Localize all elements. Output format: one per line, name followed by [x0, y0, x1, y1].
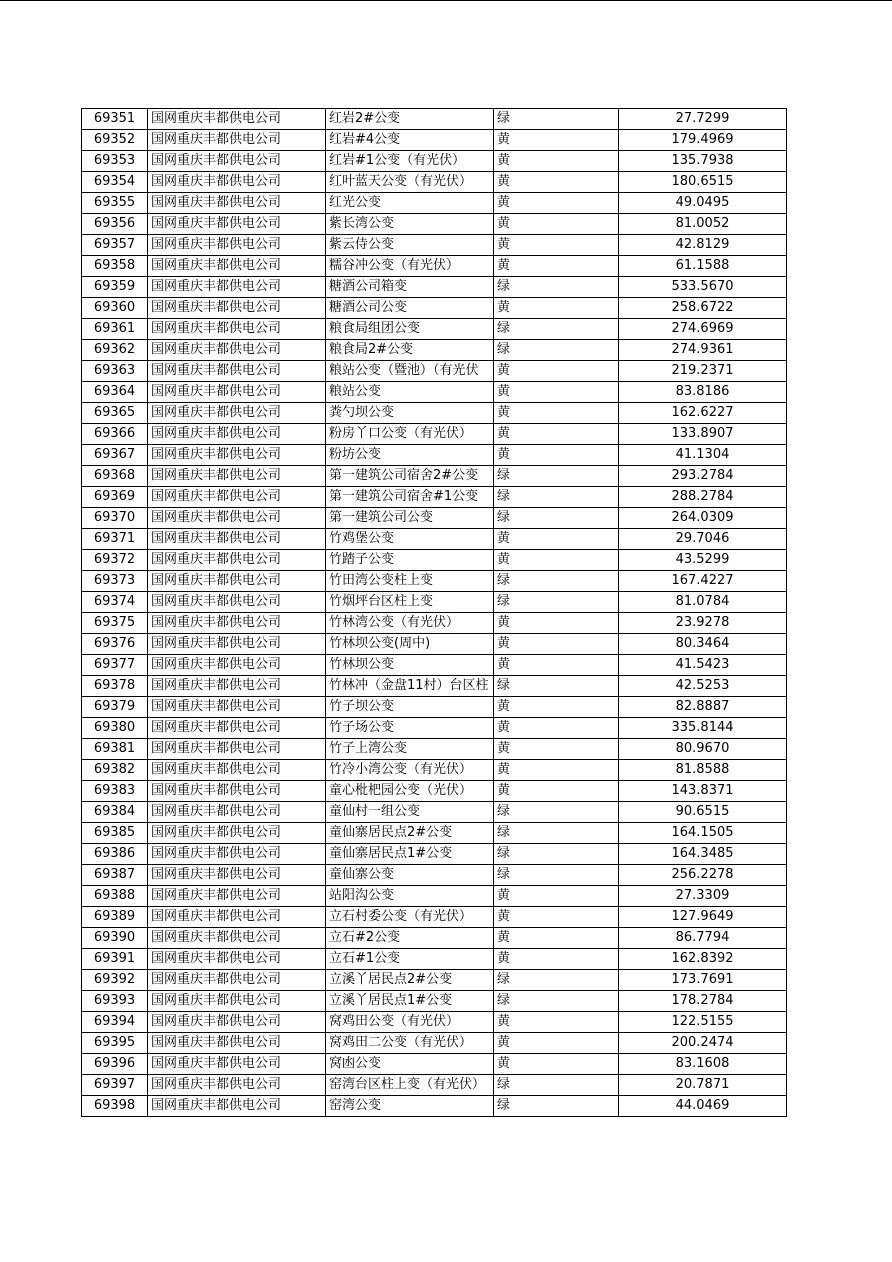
- status-cell: 黄: [494, 382, 619, 403]
- status-cell: 绿: [494, 508, 619, 529]
- row-id-cell: 69396: [82, 1054, 148, 1075]
- status-cell: 黄: [494, 298, 619, 319]
- table-row: [82, 508, 787, 529]
- row-id-cell: 69365: [82, 403, 148, 424]
- company-cell: 国网重庆丰都供电公司: [148, 949, 326, 970]
- transformer-name-cell: 竹烟坪台区柱上变: [326, 592, 494, 613]
- status-cell: 黄: [494, 1054, 619, 1075]
- transformer-name-cell: 窝凼公变: [326, 1054, 494, 1075]
- status-cell: 黄: [494, 781, 619, 802]
- company-cell: 国网重庆丰都供电公司: [148, 886, 326, 907]
- table-row: [82, 382, 787, 403]
- company-cell: 国网重庆丰都供电公司: [148, 151, 326, 172]
- value-cell: 83.8186: [619, 382, 787, 403]
- table-row: [82, 865, 787, 886]
- status-cell: 黄: [494, 697, 619, 718]
- table-row: [82, 634, 787, 655]
- table-row: [82, 1012, 787, 1033]
- table-row: [82, 886, 787, 907]
- row-id-cell: 69360: [82, 298, 148, 319]
- row-id-cell: 69367: [82, 445, 148, 466]
- table-row: [82, 130, 787, 151]
- transformer-name-cell: 童仙寨居民点2#公变: [326, 823, 494, 844]
- status-cell: 绿: [494, 1075, 619, 1096]
- table-row: [82, 466, 787, 487]
- value-cell: 335.8144: [619, 718, 787, 739]
- value-cell: 83.1608: [619, 1054, 787, 1075]
- status-cell: 绿: [494, 844, 619, 865]
- transformer-name-cell: 粮食局2#公变: [326, 340, 494, 361]
- status-cell: 黄: [494, 1012, 619, 1033]
- table-row: [82, 655, 787, 676]
- row-id-cell: 69390: [82, 928, 148, 949]
- row-id-cell: 69373: [82, 571, 148, 592]
- table-row: [82, 235, 787, 256]
- transformer-name-cell: 立溪丫居民点1#公变: [326, 991, 494, 1012]
- status-cell: 绿: [494, 592, 619, 613]
- table-row: [82, 781, 787, 802]
- value-cell: 86.7794: [619, 928, 787, 949]
- transformer-name-cell: 立溪丫居民点2#公变: [326, 970, 494, 991]
- status-cell: 黄: [494, 256, 619, 277]
- transformer-name-cell: 紫长湾公变: [326, 214, 494, 235]
- value-cell: 162.8392: [619, 949, 787, 970]
- table-row: [82, 319, 787, 340]
- table-row: [82, 529, 787, 550]
- transformer-name-cell: 粉坊公变: [326, 445, 494, 466]
- value-cell: 179.4969: [619, 130, 787, 151]
- value-cell: 41.5423: [619, 655, 787, 676]
- row-id-cell: 69372: [82, 550, 148, 571]
- value-cell: 90.6515: [619, 802, 787, 823]
- table-row: [82, 193, 787, 214]
- status-cell: 黄: [494, 613, 619, 634]
- status-cell: 绿: [494, 1096, 619, 1117]
- value-cell: 23.9278: [619, 613, 787, 634]
- value-cell: 164.3485: [619, 844, 787, 865]
- transformer-name-cell: 红岩#4公变: [326, 130, 494, 151]
- status-cell: 黄: [494, 886, 619, 907]
- company-cell: 国网重庆丰都供电公司: [148, 529, 326, 550]
- company-cell: 国网重庆丰都供电公司: [148, 445, 326, 466]
- value-cell: 200.2474: [619, 1033, 787, 1054]
- status-cell: 黄: [494, 760, 619, 781]
- transformer-name-cell: 粮食局组团公变: [326, 319, 494, 340]
- row-id-cell: 69352: [82, 130, 148, 151]
- value-cell: 162.6227: [619, 403, 787, 424]
- transformer-name-cell: 竹子坝公变: [326, 697, 494, 718]
- transformer-name-cell: 竹子上湾公变: [326, 739, 494, 760]
- row-id-cell: 69395: [82, 1033, 148, 1054]
- table-row: [82, 823, 787, 844]
- transformer-name-cell: 竹林湾公变（有光伏）: [326, 613, 494, 634]
- company-cell: 国网重庆丰都供电公司: [148, 172, 326, 193]
- status-cell: 黄: [494, 235, 619, 256]
- transformer-name-cell: 童仙寨居民点1#公变: [326, 844, 494, 865]
- value-cell: 164.1505: [619, 823, 787, 844]
- company-cell: 国网重庆丰都供电公司: [148, 466, 326, 487]
- row-id-cell: 69375: [82, 613, 148, 634]
- status-cell: 黄: [494, 1033, 619, 1054]
- table-row: [82, 970, 787, 991]
- status-cell: 黄: [494, 361, 619, 382]
- row-id-cell: 69356: [82, 214, 148, 235]
- transformer-name-cell: 红岩#1公变（有光伏）: [326, 151, 494, 172]
- table-row: [82, 592, 787, 613]
- value-cell: 81.8588: [619, 760, 787, 781]
- row-id-cell: 69386: [82, 844, 148, 865]
- value-cell: 293.2784: [619, 466, 787, 487]
- status-cell: 黄: [494, 634, 619, 655]
- row-id-cell: 69380: [82, 718, 148, 739]
- value-cell: 81.0052: [619, 214, 787, 235]
- company-cell: 国网重庆丰都供电公司: [148, 823, 326, 844]
- table-row: [82, 676, 787, 697]
- row-id-cell: 69393: [82, 991, 148, 1012]
- transformer-name-cell: 竹子场公变: [326, 718, 494, 739]
- company-cell: 国网重庆丰都供电公司: [148, 298, 326, 319]
- transformer-name-cell: 窝鸡田二公变（有光伏）: [326, 1033, 494, 1054]
- company-cell: 国网重庆丰都供电公司: [148, 130, 326, 151]
- row-id-cell: 69359: [82, 277, 148, 298]
- data-table: [81, 108, 787, 1117]
- company-cell: 国网重庆丰都供电公司: [148, 424, 326, 445]
- transformer-name-cell: 童仙村一组公变: [326, 802, 494, 823]
- table-row: [82, 298, 787, 319]
- transformer-name-cell: 红叶蓝天公变（有光伏）: [326, 172, 494, 193]
- value-cell: 180.6515: [619, 172, 787, 193]
- value-cell: 122.5155: [619, 1012, 787, 1033]
- value-cell: 143.8371: [619, 781, 787, 802]
- company-cell: 国网重庆丰都供电公司: [148, 592, 326, 613]
- status-cell: 黄: [494, 445, 619, 466]
- row-id-cell: 69358: [82, 256, 148, 277]
- value-cell: 219.2371: [619, 361, 787, 382]
- company-cell: 国网重庆丰都供电公司: [148, 1033, 326, 1054]
- row-id-cell: 69397: [82, 1075, 148, 1096]
- row-id-cell: 69371: [82, 529, 148, 550]
- transformer-name-cell: 窑湾台区柱上变（有光伏）: [326, 1075, 494, 1096]
- value-cell: 135.7938: [619, 151, 787, 172]
- status-cell: 黄: [494, 130, 619, 151]
- value-cell: 42.8129: [619, 235, 787, 256]
- row-id-cell: 69388: [82, 886, 148, 907]
- transformer-name-cell: 第一建筑公司公变: [326, 508, 494, 529]
- value-cell: 44.0469: [619, 1096, 787, 1117]
- value-cell: 27.3309: [619, 886, 787, 907]
- value-cell: 80.9670: [619, 739, 787, 760]
- status-cell: 黄: [494, 655, 619, 676]
- company-cell: 国网重庆丰都供电公司: [148, 340, 326, 361]
- status-cell: 黄: [494, 550, 619, 571]
- company-cell: 国网重庆丰都供电公司: [148, 214, 326, 235]
- value-cell: 43.5299: [619, 550, 787, 571]
- table-row: [82, 1096, 787, 1117]
- status-cell: 绿: [494, 823, 619, 844]
- row-id-cell: 69351: [82, 109, 148, 130]
- company-cell: 国网重庆丰都供电公司: [148, 109, 326, 130]
- company-cell: 国网重庆丰都供电公司: [148, 361, 326, 382]
- company-cell: 国网重庆丰都供电公司: [148, 550, 326, 571]
- value-cell: 29.7046: [619, 529, 787, 550]
- transformer-name-cell: 粮站公变: [326, 382, 494, 403]
- company-cell: 国网重庆丰都供电公司: [148, 319, 326, 340]
- table-row: [82, 718, 787, 739]
- company-cell: 国网重庆丰都供电公司: [148, 718, 326, 739]
- company-cell: 国网重庆丰都供电公司: [148, 865, 326, 886]
- transformer-name-cell: 粮站公变（暨池）（有光伏: [326, 361, 494, 382]
- status-cell: 绿: [494, 340, 619, 361]
- value-cell: 42.5253: [619, 676, 787, 697]
- value-cell: 133.8907: [619, 424, 787, 445]
- value-cell: 288.2784: [619, 487, 787, 508]
- row-id-cell: 69381: [82, 739, 148, 760]
- value-cell: 274.9361: [619, 340, 787, 361]
- row-id-cell: 69378: [82, 676, 148, 697]
- transformer-name-cell: 竹田湾公变柱上变: [326, 571, 494, 592]
- table-row: [82, 487, 787, 508]
- value-cell: 81.0784: [619, 592, 787, 613]
- table-row: [82, 403, 787, 424]
- row-id-cell: 69355: [82, 193, 148, 214]
- value-cell: 264.0309: [619, 508, 787, 529]
- table-body: [82, 109, 787, 1117]
- status-cell: 绿: [494, 487, 619, 508]
- company-cell: 国网重庆丰都供电公司: [148, 508, 326, 529]
- table-row: [82, 1075, 787, 1096]
- company-cell: 国网重庆丰都供电公司: [148, 571, 326, 592]
- value-cell: 533.5670: [619, 277, 787, 298]
- transformer-name-cell: 竹踏子公变: [326, 550, 494, 571]
- table-row: [82, 214, 787, 235]
- transformer-name-cell: 糯谷冲公变（有光伏）: [326, 256, 494, 277]
- transformer-name-cell: 立石#2公变: [326, 928, 494, 949]
- row-id-cell: 69369: [82, 487, 148, 508]
- company-cell: 国网重庆丰都供电公司: [148, 1096, 326, 1117]
- table-row: [82, 277, 787, 298]
- status-cell: 黄: [494, 529, 619, 550]
- row-id-cell: 69354: [82, 172, 148, 193]
- company-cell: 国网重庆丰都供电公司: [148, 676, 326, 697]
- transformer-name-cell: 竹冷小湾公变（有光伏）: [326, 760, 494, 781]
- company-cell: 国网重庆丰都供电公司: [148, 1012, 326, 1033]
- status-cell: 黄: [494, 151, 619, 172]
- row-id-cell: 69383: [82, 781, 148, 802]
- table-row: [82, 739, 787, 760]
- top-border-line: [0, 0, 892, 1]
- status-cell: 绿: [494, 970, 619, 991]
- company-cell: 国网重庆丰都供电公司: [148, 634, 326, 655]
- company-cell: 国网重庆丰都供电公司: [148, 277, 326, 298]
- table-row: [82, 445, 787, 466]
- value-cell: 258.6722: [619, 298, 787, 319]
- transformer-name-cell: 童心枇杷园公变（光伏）: [326, 781, 494, 802]
- table-row: [82, 991, 787, 1012]
- transformer-name-cell: 童仙寨公变: [326, 865, 494, 886]
- status-cell: 黄: [494, 424, 619, 445]
- table-row: [82, 424, 787, 445]
- value-cell: 61.1588: [619, 256, 787, 277]
- transformer-name-cell: 红岩2#公变: [326, 109, 494, 130]
- value-cell: 173.7691: [619, 970, 787, 991]
- status-cell: 绿: [494, 991, 619, 1012]
- transformer-name-cell: 站阳沟公变: [326, 886, 494, 907]
- value-cell: 167.4227: [619, 571, 787, 592]
- company-cell: 国网重庆丰都供电公司: [148, 739, 326, 760]
- row-id-cell: 69391: [82, 949, 148, 970]
- company-cell: 国网重庆丰都供电公司: [148, 613, 326, 634]
- company-cell: 国网重庆丰都供电公司: [148, 403, 326, 424]
- row-id-cell: 69376: [82, 634, 148, 655]
- company-cell: 国网重庆丰都供电公司: [148, 970, 326, 991]
- status-cell: 黄: [494, 949, 619, 970]
- company-cell: 国网重庆丰都供电公司: [148, 907, 326, 928]
- value-cell: 256.2278: [619, 865, 787, 886]
- transformer-name-cell: 窑湾公变: [326, 1096, 494, 1117]
- table-row: [82, 571, 787, 592]
- transformer-name-cell: 竹林坝公变: [326, 655, 494, 676]
- row-id-cell: 69374: [82, 592, 148, 613]
- table-row: [82, 361, 787, 382]
- transformer-name-cell: 立石#1公变: [326, 949, 494, 970]
- table-row: [82, 844, 787, 865]
- company-cell: 国网重庆丰都供电公司: [148, 844, 326, 865]
- company-cell: 国网重庆丰都供电公司: [148, 256, 326, 277]
- company-cell: 国网重庆丰都供电公司: [148, 382, 326, 403]
- company-cell: 国网重庆丰都供电公司: [148, 991, 326, 1012]
- value-cell: 27.7299: [619, 109, 787, 130]
- table-row: [82, 760, 787, 781]
- company-cell: 国网重庆丰都供电公司: [148, 760, 326, 781]
- row-id-cell: 69368: [82, 466, 148, 487]
- table-row: [82, 109, 787, 130]
- row-id-cell: 69377: [82, 655, 148, 676]
- row-id-cell: 69370: [82, 508, 148, 529]
- row-id-cell: 69366: [82, 424, 148, 445]
- status-cell: 绿: [494, 802, 619, 823]
- value-cell: 49.0495: [619, 193, 787, 214]
- table-row: [82, 697, 787, 718]
- row-id-cell: 69392: [82, 970, 148, 991]
- value-cell: 127.9649: [619, 907, 787, 928]
- status-cell: 黄: [494, 214, 619, 235]
- transformer-name-cell: 竹林坝公变(周中): [326, 634, 494, 655]
- table-row: [82, 1033, 787, 1054]
- transformer-name-cell: 第一建筑公司宿舍2#公变: [326, 466, 494, 487]
- row-id-cell: 69353: [82, 151, 148, 172]
- table-row: [82, 613, 787, 634]
- transformer-name-cell: 糖酒公司公变: [326, 298, 494, 319]
- table-row: [82, 928, 787, 949]
- status-cell: 绿: [494, 571, 619, 592]
- row-id-cell: 69357: [82, 235, 148, 256]
- company-cell: 国网重庆丰都供电公司: [148, 193, 326, 214]
- company-cell: 国网重庆丰都供电公司: [148, 235, 326, 256]
- row-id-cell: 69394: [82, 1012, 148, 1033]
- status-cell: 黄: [494, 193, 619, 214]
- table-row: [82, 172, 787, 193]
- transformer-name-cell: 窝鸡田公变（有光伏）: [326, 1012, 494, 1033]
- company-cell: 国网重庆丰都供电公司: [148, 781, 326, 802]
- table-row: [82, 151, 787, 172]
- status-cell: 黄: [494, 739, 619, 760]
- company-cell: 国网重庆丰都供电公司: [148, 655, 326, 676]
- table-row: [82, 256, 787, 277]
- row-id-cell: 69363: [82, 361, 148, 382]
- transformer-name-cell: 粪勺坝公变: [326, 403, 494, 424]
- status-cell: 绿: [494, 277, 619, 298]
- row-id-cell: 69361: [82, 319, 148, 340]
- table-row: [82, 1054, 787, 1075]
- company-cell: 国网重庆丰都供电公司: [148, 802, 326, 823]
- row-id-cell: 69389: [82, 907, 148, 928]
- status-cell: 黄: [494, 718, 619, 739]
- row-id-cell: 69364: [82, 382, 148, 403]
- status-cell: 黄: [494, 403, 619, 424]
- row-id-cell: 69387: [82, 865, 148, 886]
- status-cell: 黄: [494, 907, 619, 928]
- row-id-cell: 69382: [82, 760, 148, 781]
- status-cell: 黄: [494, 928, 619, 949]
- transformer-name-cell: 紫云侍公变: [326, 235, 494, 256]
- table-row: [82, 802, 787, 823]
- table-row: [82, 949, 787, 970]
- row-id-cell: 69385: [82, 823, 148, 844]
- company-cell: 国网重庆丰都供电公司: [148, 697, 326, 718]
- value-cell: 274.6969: [619, 319, 787, 340]
- status-cell: 绿: [494, 466, 619, 487]
- transformer-name-cell: 竹林冲（金盘11村）台区柱: [326, 676, 494, 697]
- value-cell: 41.1304: [619, 445, 787, 466]
- transformer-name-cell: 第一建筑公司宿舍#1公变: [326, 487, 494, 508]
- row-id-cell: 69384: [82, 802, 148, 823]
- row-id-cell: 69362: [82, 340, 148, 361]
- transformer-name-cell: 粉房丫口公变（有光伏）: [326, 424, 494, 445]
- company-cell: 国网重庆丰都供电公司: [148, 487, 326, 508]
- value-cell: 80.3464: [619, 634, 787, 655]
- status-cell: 绿: [494, 109, 619, 130]
- status-cell: 黄: [494, 172, 619, 193]
- status-cell: 绿: [494, 319, 619, 340]
- transformer-name-cell: 红光公变: [326, 193, 494, 214]
- company-cell: 国网重庆丰都供电公司: [148, 928, 326, 949]
- row-id-cell: 69398: [82, 1096, 148, 1117]
- table-row: [82, 340, 787, 361]
- value-cell: 20.7871: [619, 1075, 787, 1096]
- row-id-cell: 69379: [82, 697, 148, 718]
- table-row: [82, 907, 787, 928]
- value-cell: 178.2784: [619, 991, 787, 1012]
- company-cell: 国网重庆丰都供电公司: [148, 1075, 326, 1096]
- status-cell: 绿: [494, 676, 619, 697]
- table-row: [82, 550, 787, 571]
- transformer-name-cell: 立石村委公变（有光伏）: [326, 907, 494, 928]
- transformer-name-cell: 糖酒公司箱变: [326, 277, 494, 298]
- company-cell: 国网重庆丰都供电公司: [148, 1054, 326, 1075]
- status-cell: 绿: [494, 865, 619, 886]
- transformer-name-cell: 竹鸡堡公变: [326, 529, 494, 550]
- value-cell: 82.8887: [619, 697, 787, 718]
